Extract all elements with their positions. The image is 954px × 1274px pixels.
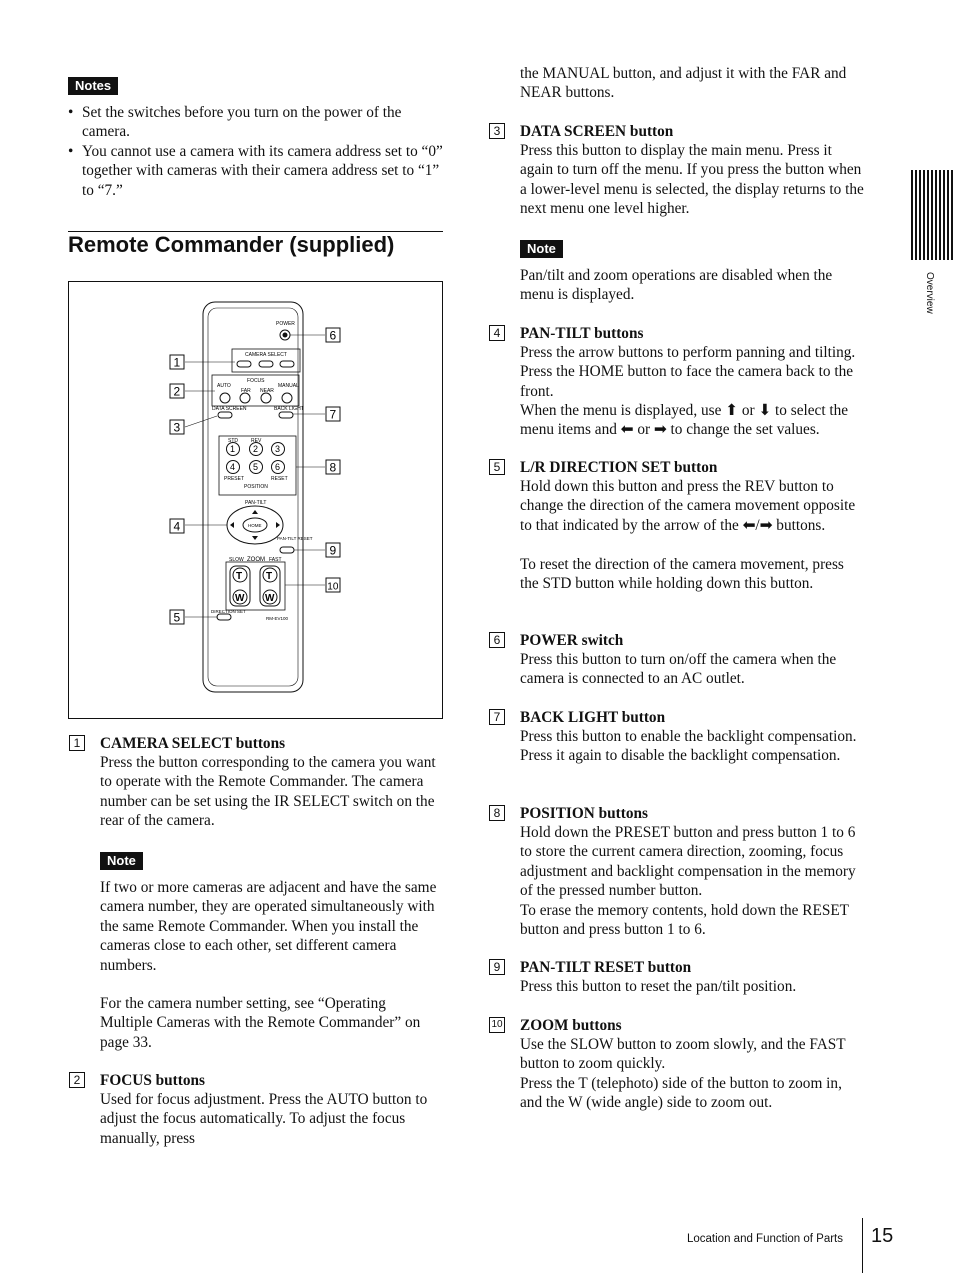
note-text: Pan/tilt and zoom operations are disabled when the menu is displayed. — [520, 267, 833, 304]
slow-label: SLOW — [229, 557, 244, 563]
callout-5: 5 — [173, 610, 181, 625]
item-number: 9 — [489, 959, 505, 975]
near-label: NEAR — [260, 388, 274, 394]
note-item: • Set the switches before you turn on the power of the camera. — [68, 103, 444, 142]
manual-label: MANUAL — [278, 383, 299, 389]
item-number: 3 — [489, 123, 505, 139]
note-badge: Note — [520, 240, 563, 258]
item-number: 10 — [489, 1017, 505, 1033]
item-text: Press this button to display the main menu. Press it again to turn off the menu. If you press the button when a lower-level menu is selected, the display returns to the next menu one level higher. — [520, 142, 864, 218]
notes-list — [68, 103, 444, 200]
item-number: 8 — [489, 805, 505, 821]
item-title: POSITION buttons — [520, 805, 648, 822]
t-label: T — [266, 571, 273, 582]
callout-2: 2 — [173, 384, 181, 399]
note-badge: Note — [100, 852, 143, 870]
rev-label: REV — [251, 438, 262, 444]
item-text: To reset the direction of the camera movement, press the STD button while holding down this button. — [520, 556, 844, 593]
w-label: W — [265, 593, 275, 604]
item-title: L/R DIRECTION SET button — [520, 459, 718, 476]
item-title: ZOOM buttons — [520, 1017, 622, 1034]
callout-4: 4 — [173, 519, 181, 534]
item-title: PAN-TILT buttons — [520, 325, 644, 342]
item-text: To erase the memory contents, hold down the RESET button and press button 1 to 6. — [520, 902, 849, 939]
model-label: RM-EV100 — [266, 616, 289, 621]
item-title: POWER switch — [520, 632, 624, 649]
section-thumb-tab — [911, 170, 954, 260]
direction-set-label: DIRECTION SET — [211, 609, 246, 614]
num-2: 2 — [253, 444, 259, 454]
focus-label: FOCUS — [247, 378, 265, 384]
item-number: 5 — [489, 459, 505, 475]
item-number: 4 — [489, 325, 505, 341]
item-number: 1 — [69, 735, 85, 751]
pan-tilt-reset-label: PAN-TILT RESET — [277, 536, 313, 541]
callout-10: 10 — [327, 581, 339, 593]
w-label: W — [235, 593, 245, 604]
preset-label: PRESET — [224, 476, 245, 482]
callout-1: 1 — [173, 355, 181, 370]
reset-label: RESET — [271, 476, 288, 482]
item-text: Hold down this button and press the REV button to change the direction of the camera movement opposite to that indicated by the arrow of the ⬅/➡ buttons. — [520, 478, 856, 534]
note-text: For the camera number setting, see “Operating Multiple Cameras with the Remote Commander” on page 33. — [100, 995, 421, 1051]
power-label: POWER — [276, 321, 295, 327]
item-text: Use the SLOW button to zoom slowly, and the FAST button to zoom quickly. — [520, 1036, 846, 1073]
callout-6: 6 — [329, 328, 337, 343]
num-4: 4 — [230, 462, 236, 472]
num-1: 1 — [230, 444, 236, 454]
item-text: Press this button to reset the pan/tilt position. — [520, 978, 797, 995]
t-label: T — [236, 571, 243, 582]
callout-9: 9 — [329, 543, 337, 558]
item-text: Press the button corresponding to the camera you want to operate with the Remote Commander. The camera number can be set using the IR SELECT switch on the rear of the camera. — [100, 754, 436, 830]
pan-tilt-label: PAN-TILT — [245, 500, 267, 506]
section-title: Remote Commander (supplied) — [68, 232, 395, 257]
diagram-frame — [68, 281, 443, 719]
notes-badge: Notes — [68, 77, 118, 95]
item-number: 6 — [489, 632, 505, 648]
item-title: PAN-TILT RESET button — [520, 959, 692, 976]
item-text: Hold down the PRESET button and press button 1 to 6 to store the current camera direction, zooming, focus adjustment and backlight compensation in the memory of the pressed number button. — [520, 824, 856, 900]
num-3: 3 — [275, 444, 281, 454]
remote-commander-diagram — [69, 282, 442, 718]
item-title: DATA SCREEN button — [520, 123, 674, 140]
auto-label: AUTO — [217, 383, 231, 389]
callout-7: 7 — [329, 407, 337, 422]
std-label: STD — [228, 438, 238, 444]
side-tab-label: Overview — [924, 272, 935, 314]
item-text: Used for focus adjustment. Press the AUTO button to adjust the focus automatically. To adjust the focus manually, press — [100, 1091, 428, 1147]
callout-3: 3 — [173, 420, 181, 435]
item-text: When the menu is displayed, use ⬆ or ⬇ to select the menu items and ⬅ or ➡ to change the set values. — [520, 402, 849, 439]
item-title: CAMERA SELECT buttons — [100, 735, 286, 752]
item-text: Press the T (telephoto) side of the button to zoom in, and the W (wide angle) side to zoom out. — [520, 1075, 842, 1112]
num-6: 6 — [275, 462, 281, 472]
note-text: If two or more cameras are adjacent and have the same camera number, they are operated simultaneously with the same Remote Commander. When you install the cameras close to each other, set different camera numbers. — [100, 879, 437, 974]
item-text: Press the arrow buttons to perform panning and tilting. Press the HOME button to face the camera back to the front. — [520, 344, 856, 400]
data-screen-label: DATA SCREEN — [212, 406, 247, 412]
item-number: 2 — [69, 1072, 85, 1088]
back-light-label: BACK LIGHT — [274, 406, 304, 412]
item-title: BACK LIGHT button — [520, 709, 666, 726]
callout-8: 8 — [329, 460, 337, 475]
position-label: POSITION — [244, 484, 268, 490]
footer-divider — [862, 1218, 863, 1273]
item-title: FOCUS buttons — [100, 1072, 205, 1089]
camera-select-label: CAMERA SELECT — [245, 352, 287, 358]
home-label: HOME — [248, 523, 262, 528]
num-5: 5 — [253, 462, 259, 472]
item-text: Press this button to turn on/off the camera when the camera is connected to an AC outlet. — [520, 651, 837, 688]
far-label: FAR — [241, 388, 251, 394]
footer-section: Location and Function of Parts — [687, 1233, 843, 1245]
fast-label: FAST — [269, 557, 282, 563]
item-text: Press this button to enable the backlight compensation. Press it again to disable the backlight compensation. — [520, 728, 857, 765]
zoom-label: ZOOM — [247, 557, 265, 563]
item-text: the MANUAL button, and adjust it with the FAR and NEAR buttons. — [520, 65, 847, 102]
item-number: 7 — [489, 709, 505, 725]
page-number: 15 — [871, 1225, 894, 1247]
note-item: • You cannot use a camera with its camera address set to “0” together with cameras with their camera address set to “1” to “7.” — [68, 142, 444, 200]
